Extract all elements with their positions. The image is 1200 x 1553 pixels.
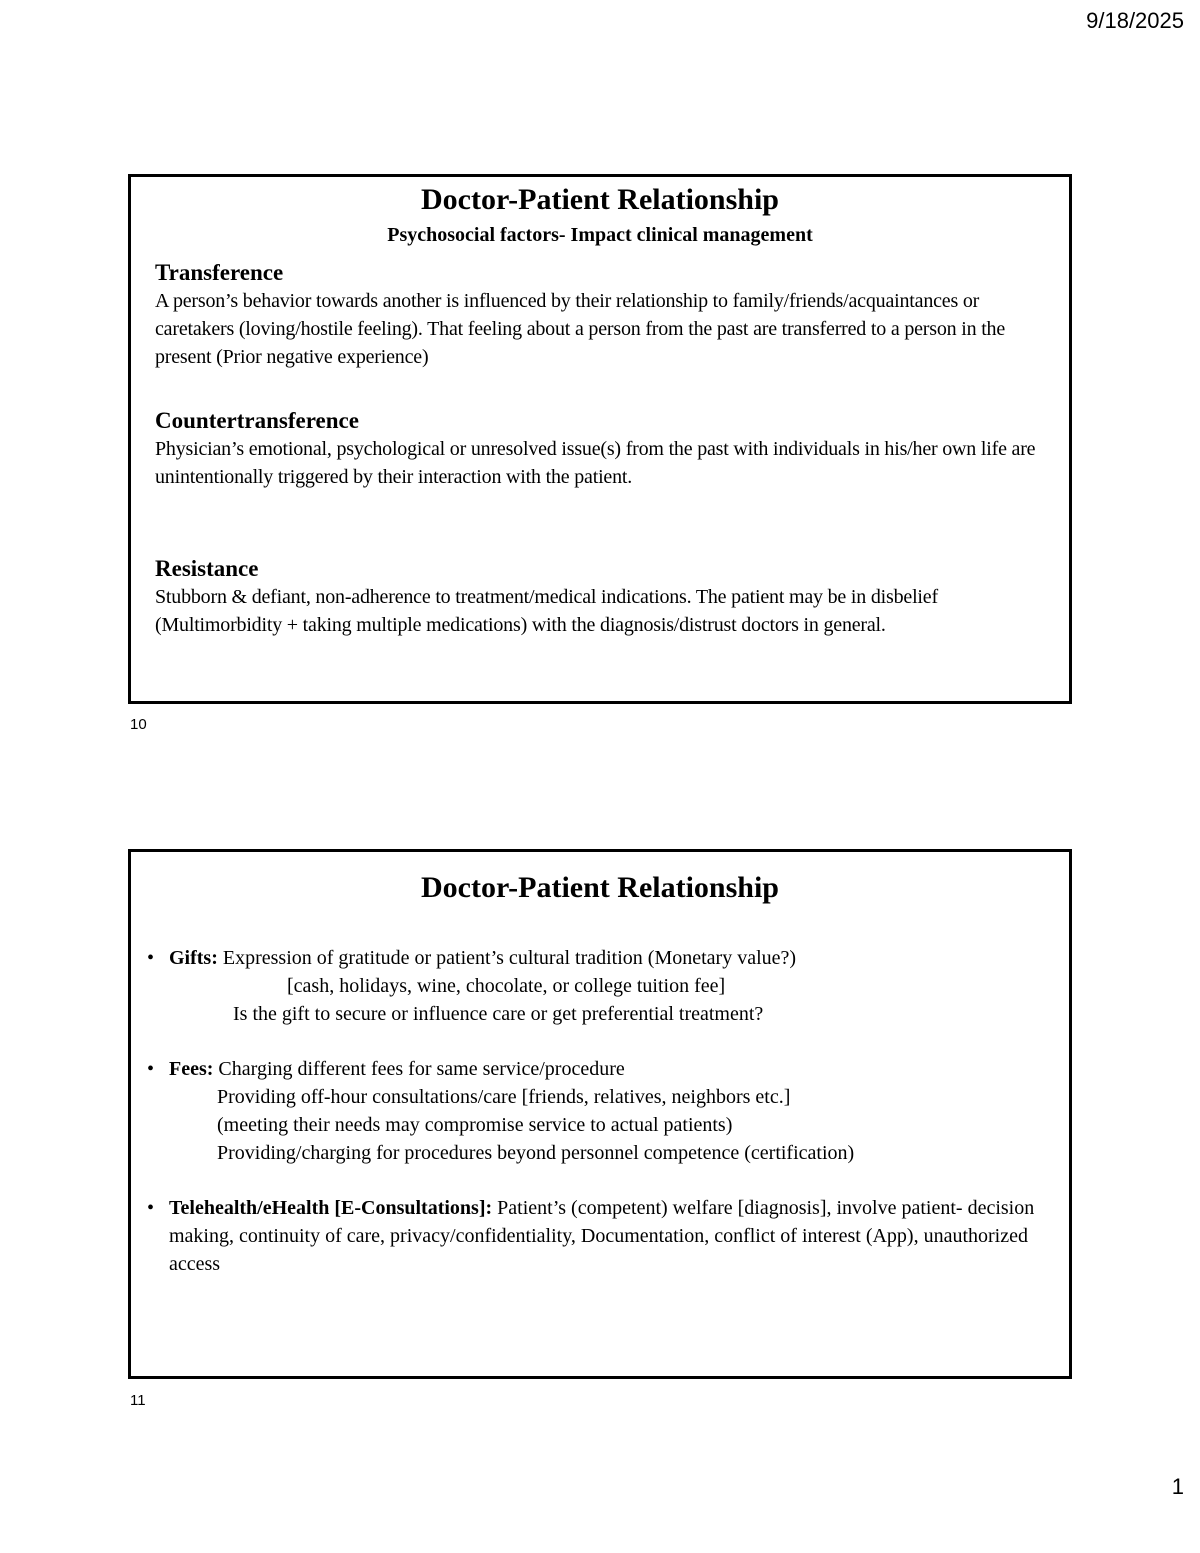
bullet-text: Patient’s (competent) welfare [diagnosis], involve patient- decision making, continuity of care, privacy/confidentiality, Documentation, conflict of interest (App), unauthorized access	[169, 1197, 1035, 1275]
section-heading: Countertransference	[155, 408, 359, 433]
bullet-list	[145, 944, 1049, 1305]
slide-10	[128, 174, 1072, 704]
bullet-text: Charging different fees for same service/procedure	[213, 1058, 625, 1080]
page-number: 1	[1171, 1474, 1184, 1499]
section-heading: Transference	[155, 260, 284, 285]
section-heading: Resistance	[155, 556, 259, 581]
slide-number: 11	[130, 1392, 146, 1409]
transference-section	[155, 259, 1047, 371]
page-date: 9/18/2025	[1086, 8, 1184, 33]
bullet-fees	[145, 1055, 1049, 1167]
slide-11	[128, 849, 1072, 1379]
bullet-label: Telehealth/eHealth [E-Consultations]:	[169, 1197, 493, 1219]
slide-number: 10	[130, 716, 147, 733]
bullet-subline: [cash, holidays, wine, chocolate, or college tuition fee]	[287, 975, 726, 997]
bullet-label: Gifts:	[169, 947, 218, 969]
countertransference-section	[155, 407, 1047, 491]
bullet-telehealth	[145, 1194, 1049, 1278]
bullet-icon: •	[147, 1197, 155, 1219]
bullet-subline: Providing off-hour consultations/care [friends, relatives, neighbors etc.]	[217, 1086, 791, 1108]
slide-title: Doctor-Patient Relationship	[420, 183, 779, 216]
section-body: A person’s behavior towards another is influenced by their relationship to family/friends/acquaintances or caretakers (loving/hostile feeling). That feeling about a person from the past are transferred to a person in the present (Prior negative experience)	[155, 290, 1006, 368]
bullet-subline: Providing/charging for procedures beyond personnel competence (certification)	[217, 1142, 855, 1164]
bullet-label: Fees:	[169, 1058, 214, 1080]
slide-title: Doctor-Patient Relationship	[420, 871, 779, 904]
bullet-icon: •	[147, 1058, 155, 1080]
bullet-text: Expression of gratitude or patient’s cultural tradition (Monetary value?)	[217, 947, 797, 969]
bullet-gifts	[145, 944, 1049, 1028]
section-body: Stubborn & defiant, non-adherence to treatment/medical indications. The patient may be in disbelief (Multimorbidity + taking multiple medications) with the diagnosis/distrust doctors in general.	[155, 586, 938, 636]
bullet-subline: Is the gift to secure or influence care or get preferential treatment?	[233, 1003, 764, 1025]
section-body: Physician’s emotional, psychological or unresolved issue(s) from the past with individuals in his/her own life are unintentionally triggered by their interaction with the patient.	[155, 438, 1036, 488]
bullet-subline: (meeting their needs may compromise service to actual patients)	[217, 1114, 733, 1136]
bullet-icon: •	[147, 947, 155, 969]
slide-subtitle: Psychosocial factors- Impact clinical management	[387, 224, 813, 246]
resistance-section	[155, 555, 1047, 639]
